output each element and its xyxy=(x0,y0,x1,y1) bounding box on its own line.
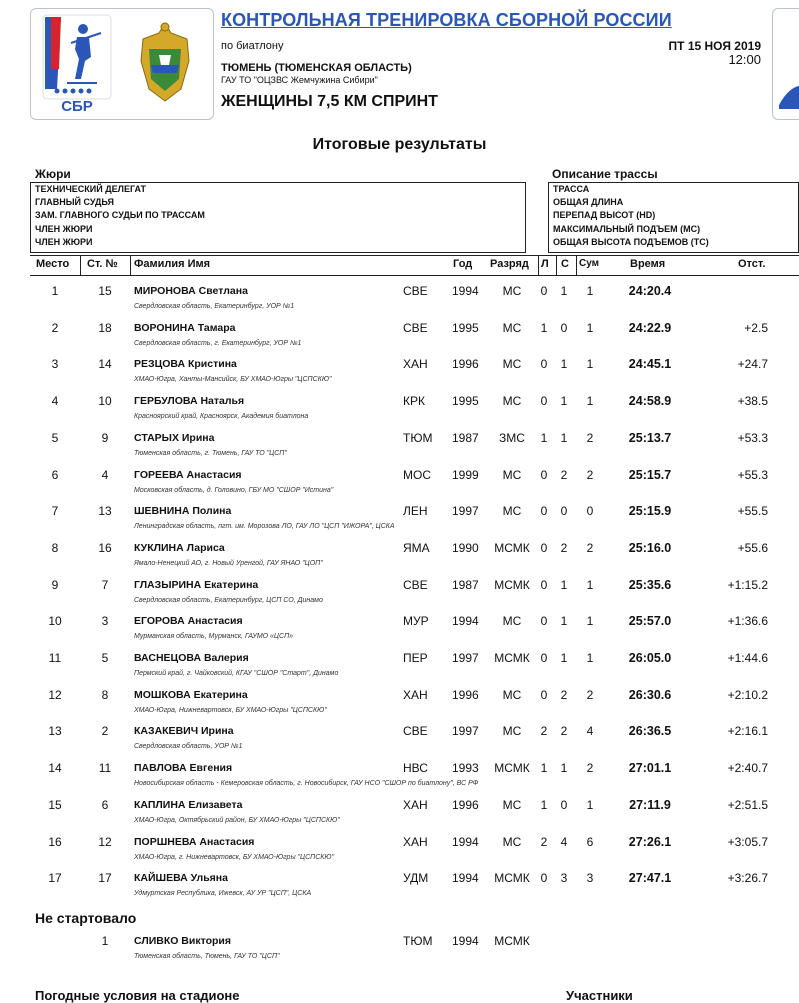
jury-line: ЧЛЕН ЖЮРИ xyxy=(35,236,93,247)
diff-cell: +3:26.7 xyxy=(727,871,768,886)
rank-cell: МС xyxy=(502,320,522,335)
year-cell: 1993 xyxy=(452,761,479,776)
athlete-club: Свердловская область, г. Екатеринбург, УОР №1 xyxy=(134,339,302,347)
time-cell: 27:47.1 xyxy=(628,871,672,886)
place-cell: 9 xyxy=(51,577,59,592)
col-diff: Отст. xyxy=(738,258,766,270)
course-line: ТРАССА xyxy=(553,184,590,194)
bib-cell: 10 xyxy=(98,394,112,409)
year-cell: 1996 xyxy=(452,687,479,702)
place-cell: 2 xyxy=(51,320,59,335)
time-cell: 24:20.4 xyxy=(628,284,672,298)
federation-logo-box xyxy=(30,8,214,120)
jury-line: ЧЛЕН ЖЮРИ xyxy=(35,223,93,234)
time-cell: 26:30.6 xyxy=(628,687,672,702)
diff-cell: +55.3 xyxy=(737,467,768,482)
svg-text:СБР: СБР xyxy=(61,98,93,115)
athlete-name: СЛИВКО Виктория xyxy=(134,935,232,947)
region-cell: КРК xyxy=(403,394,425,409)
standing-cell: 2 xyxy=(560,687,568,702)
time-cell: 25:13.7 xyxy=(628,430,672,445)
region-cell: ПЕР xyxy=(403,651,428,665)
sum-cell: 1 xyxy=(586,614,594,629)
bib-cell: 9 xyxy=(101,430,109,445)
col-place: Место xyxy=(36,258,70,270)
bib-cell: 18 xyxy=(98,320,112,335)
time-cell: 27:11.9 xyxy=(629,797,671,812)
athlete-club: Московская область, д. Головино, ГБУ МО "СШОР "Истина" xyxy=(134,486,334,494)
prone-cell: 0 xyxy=(540,394,548,409)
rank-cell: МС xyxy=(502,614,522,629)
col-divider xyxy=(556,255,557,275)
table-row xyxy=(0,578,799,612)
athlete-name: ГЕРБУЛОВА Наталья xyxy=(134,395,245,408)
location: ТЮМЕНЬ (ТЮМЕНСКАЯ ОБЛАСТЬ) xyxy=(221,62,412,74)
year-cell: 1997 xyxy=(452,651,479,665)
year-cell: 1994 xyxy=(452,614,479,629)
prone-cell: 0 xyxy=(540,871,548,886)
col-standing: С xyxy=(561,258,569,270)
weather-title: Погодные условия на стадионе xyxy=(35,988,240,1003)
jury-box xyxy=(30,182,526,253)
standing-cell: 0 xyxy=(560,504,568,519)
bib-cell: 6 xyxy=(101,797,109,812)
bib-cell: 13 xyxy=(98,504,112,519)
place-cell: 17 xyxy=(48,871,62,886)
rank-cell: МС xyxy=(502,687,522,702)
region-cell: ЯМА xyxy=(403,540,430,555)
place-cell: 4 xyxy=(51,394,59,409)
time-cell: 25:15.7 xyxy=(628,467,672,482)
place-cell: 14 xyxy=(48,761,62,776)
athlete-name: КУКЛИНА Лариса xyxy=(134,541,225,554)
table-row xyxy=(0,284,799,318)
col-divider xyxy=(576,255,577,275)
diff-cell: +55.6 xyxy=(737,540,768,555)
diff-cell: +55.5 xyxy=(737,504,768,519)
region-cell: СВЕ xyxy=(403,320,428,335)
athlete-club: Мурманская область, Мурманск, ГАУМО «ЦСП» xyxy=(134,633,294,641)
sum-cell: 4 xyxy=(586,724,594,739)
table-row xyxy=(0,468,799,502)
race-title: ЖЕНЩИНЫ 7,5 КМ СПРИНТ xyxy=(221,93,438,110)
prone-cell: 2 xyxy=(540,834,548,849)
year-cell: 1996 xyxy=(452,797,479,812)
prone-cell: 0 xyxy=(540,467,548,482)
course-line: ПЕРЕПАД ВЫСОТ (HD) xyxy=(553,210,656,221)
place-cell: 15 xyxy=(48,797,62,812)
table-row xyxy=(0,431,799,465)
time-cell: 25:15.9 xyxy=(628,504,672,519)
jury-line: ГЛАВНЫЙ СУДЬЯ xyxy=(35,197,115,208)
athlete-club: Тюменская область, г. Тюмень, ГАУ ТО "ЦСП" xyxy=(134,449,287,457)
bib-cell: 14 xyxy=(98,357,112,372)
place-cell: 10 xyxy=(48,614,62,629)
table-row xyxy=(0,614,799,648)
athlete-club: Ямало-Ненецкий АО, г. Новый Уренгой, ГАУ ЯНАО "ЦОП" xyxy=(134,559,323,567)
course-box xyxy=(548,182,799,253)
table-row xyxy=(0,651,799,685)
sum-cell: 2 xyxy=(586,540,594,555)
time-cell: 27:01.1 xyxy=(628,761,672,776)
athlete-name: КАЗАКЕВИЧ Ирина xyxy=(134,725,234,738)
year-cell: 1994 xyxy=(452,871,479,886)
bib-cell: 11 xyxy=(98,761,112,776)
athlete-club: Ленинградская область, пгт. им. Морозова ЛО, ГАУ ЛО "ЦСП "ИЖОРА", ЦСКА xyxy=(134,523,395,531)
region-cell: ЛЕН xyxy=(403,504,428,519)
athlete-name: КАПЛИНА Елизавета xyxy=(134,798,243,811)
time-cell: 25:57.0 xyxy=(628,614,672,629)
athlete-name: ГОРЕЕВА Анастасия xyxy=(134,468,242,481)
prone-cell: 1 xyxy=(540,430,548,445)
col-divider xyxy=(80,255,81,275)
prone-cell: 0 xyxy=(540,651,548,665)
diff-cell: +2.5 xyxy=(744,320,768,335)
sum-cell: 1 xyxy=(586,357,594,372)
bib-cell: 2 xyxy=(101,724,109,739)
sbr-logo-icon xyxy=(31,9,213,119)
sum-cell: 1 xyxy=(586,797,594,812)
athlete-name: КАЙШЕВА Ульяна xyxy=(134,872,228,885)
standing-cell: 1 xyxy=(560,357,568,372)
year-cell: 1996 xyxy=(452,357,479,372)
rank-cell: МС xyxy=(502,357,522,372)
region-cell: ХАН xyxy=(403,834,428,849)
sum-cell: 0 xyxy=(586,504,594,519)
partner-logo-icon xyxy=(773,9,799,119)
region-cell: ХАН xyxy=(403,797,428,812)
diff-cell: +1:36.6 xyxy=(727,614,768,629)
col-sum: Сум xyxy=(579,258,600,269)
rank-cell: МС xyxy=(502,504,522,519)
athlete-club: ХМАО-Югра, Ханты-Мансийск, БУ ХМАО-Югры "ЦСПСКЮ" xyxy=(134,376,332,384)
place-cell: 3 xyxy=(51,357,59,372)
rank-cell: МС xyxy=(502,834,522,849)
diff-cell: +1:15.2 xyxy=(727,577,768,592)
rank-cell: МС xyxy=(502,724,522,739)
bib-cell: 16 xyxy=(98,540,112,555)
prone-cell: 0 xyxy=(540,357,548,372)
diff-cell: +24.7 xyxy=(737,357,768,372)
rank-cell: МСМК xyxy=(494,577,530,592)
table-row xyxy=(0,394,799,428)
bib-cell: 1 xyxy=(101,934,109,948)
table-row xyxy=(0,357,799,391)
standing-cell: 2 xyxy=(560,724,568,739)
athlete-name: ЕГОРОВА Анастасия xyxy=(134,615,243,628)
rank-cell: МСМК xyxy=(494,651,530,665)
diff-cell: +3:05.7 xyxy=(727,834,768,849)
col-year: Год xyxy=(453,258,473,270)
prone-cell: 0 xyxy=(540,614,548,629)
course-title: Описание трассы xyxy=(552,167,658,181)
course-line: МАКСИМАЛЬНЫЙ ПОДЪЕМ (МС) xyxy=(553,223,701,234)
col-time: Время xyxy=(630,258,666,270)
time-cell: 27:26.1 xyxy=(628,834,672,849)
diff-cell: +2:10.2 xyxy=(727,687,768,702)
sum-cell: 2 xyxy=(586,467,594,482)
athlete-club: Свердловская область, УОР №1 xyxy=(134,743,243,751)
year-cell: 1997 xyxy=(452,504,479,519)
place-cell: 1 xyxy=(51,284,59,298)
dns-title: Не стартовало xyxy=(35,910,137,926)
diff-cell: +2:51.5 xyxy=(727,797,768,812)
athlete-name: ВОРОНИНА Тамара xyxy=(134,321,236,334)
sum-cell: 2 xyxy=(586,687,594,702)
time-cell: 25:16.0 xyxy=(628,540,672,555)
col-name: Фамилия Имя xyxy=(134,258,211,270)
sum-cell: 1 xyxy=(586,284,594,298)
participants-title: Участники xyxy=(566,988,633,1003)
standing-cell: 1 xyxy=(560,430,568,445)
region-cell: ХАН xyxy=(403,357,428,372)
time-cell: 26:36.5 xyxy=(628,724,672,739)
prone-cell: 0 xyxy=(540,540,548,555)
subtitle: по биатлону xyxy=(221,40,284,52)
time-cell: 24:45.1 xyxy=(628,357,672,372)
athlete-club: Свердловская область, Екатеринбург, УОР №1 xyxy=(134,303,295,310)
prone-cell: 1 xyxy=(540,761,548,776)
region-cell: НВС xyxy=(403,761,428,776)
tyumen-coat-of-arms-icon xyxy=(141,23,189,101)
diff-cell: +38.5 xyxy=(737,394,768,409)
year-cell: 1995 xyxy=(452,320,479,335)
place-cell: 16 xyxy=(48,834,62,849)
region-cell: МУР xyxy=(403,614,429,629)
results-title: Итоговые результаты xyxy=(312,136,487,153)
place-cell: 6 xyxy=(51,467,59,482)
region-cell: СВЕ xyxy=(403,284,428,298)
table-row xyxy=(0,835,799,869)
standing-cell: 2 xyxy=(560,540,568,555)
year-cell: 1994 xyxy=(452,934,479,948)
standing-cell: 1 xyxy=(560,614,568,629)
athlete-name: ВАСНЕЦОВА Валерия xyxy=(134,652,249,664)
col-divider xyxy=(538,255,539,275)
region-cell: СВЕ xyxy=(403,577,428,592)
table-header-rule xyxy=(30,275,799,276)
athlete-club: Красноярский край, Красноярск, Академия биатлона xyxy=(134,413,309,421)
prone-cell: 0 xyxy=(540,504,548,519)
place-cell: 8 xyxy=(51,540,59,555)
rank-cell: ЗМС xyxy=(499,430,525,445)
prone-cell: 1 xyxy=(540,797,548,812)
prone-cell: 0 xyxy=(540,577,548,592)
time-cell: 24:22.9 xyxy=(628,320,672,335)
table-row xyxy=(0,504,799,538)
time-cell: 26:05.0 xyxy=(628,651,672,665)
place-cell: 7 xyxy=(51,504,59,519)
sum-cell: 1 xyxy=(586,577,594,592)
year-cell: 1987 xyxy=(452,430,479,445)
table-row xyxy=(0,871,799,905)
athlete-club: Новосибирская область - Кемеровская область, г. Новосибирск, ГАУ НСО "СШОР по биатлону", ВС РФ xyxy=(134,780,479,788)
table-row xyxy=(0,798,799,832)
rank-cell: МС xyxy=(502,797,522,812)
standing-cell: 3 xyxy=(560,871,568,886)
athlete-club: ХМАО-Югра, Октябрьский район, БУ ХМАО-Югры "ЦСПСКЮ" xyxy=(134,816,340,824)
standing-cell: 1 xyxy=(560,651,568,665)
partner-logo-box xyxy=(772,8,799,120)
bib-cell: 12 xyxy=(98,834,112,849)
table-row xyxy=(0,541,799,575)
standing-cell: 4 xyxy=(560,834,568,849)
region-cell: УДМ xyxy=(403,871,429,886)
year-cell: 1995 xyxy=(452,394,479,409)
prone-cell: 0 xyxy=(540,284,548,298)
sum-cell: 2 xyxy=(586,761,594,776)
col-bib: Ст. № xyxy=(87,258,118,270)
course-line: ОБЩАЯ ДЛИНА xyxy=(553,197,624,208)
table-row xyxy=(0,724,799,758)
bib-cell: 4 xyxy=(101,467,109,482)
diff-cell: +2:16.1 xyxy=(727,724,768,739)
diff-cell: +53.3 xyxy=(737,430,768,445)
rank-cell: МСМК xyxy=(494,934,530,948)
athlete-name: СТАРЫХ Ирина xyxy=(134,431,215,444)
bib-cell: 17 xyxy=(98,871,112,886)
athlete-name: МИРОНОВА Светлана xyxy=(134,285,248,297)
athlete-name: ПАВЛОВА Евгения xyxy=(134,762,233,775)
jury-line: ТЕХНИЧЕСКИЙ ДЕЛЕГАТ xyxy=(35,184,147,194)
year-cell: 1987 xyxy=(452,577,479,592)
sum-cell: 3 xyxy=(586,871,594,886)
place-cell: 11 xyxy=(48,651,62,665)
athlete-club: Пермский край, г. Чайковский, КГАУ "СШОР "Старт", Динамо xyxy=(134,670,339,677)
prone-cell: 0 xyxy=(540,687,548,702)
athlete-club: Удмуртская Республика, Ижевск, АУ УР "ЦСП", ЦСКА xyxy=(134,890,312,898)
region-cell: ТЮМ xyxy=(403,430,433,445)
dns-row xyxy=(0,934,799,968)
jury-line: ЗАМ. ГЛАВНОГО СУДЬИ ПО ТРАССАМ xyxy=(35,210,205,221)
rank-cell: МС xyxy=(502,394,522,409)
prone-cell: 2 xyxy=(540,724,548,739)
athlete-name: МОШКОВА Екатерина xyxy=(134,688,248,701)
rank-cell: МС xyxy=(502,467,522,482)
standing-cell: 1 xyxy=(560,577,568,592)
year-cell: 1999 xyxy=(452,467,479,482)
bib-cell: 8 xyxy=(101,687,109,702)
year-cell: 1997 xyxy=(452,724,479,739)
athlete-club: ХМАО-Югра, г. Нижневартовск, БУ ХМАО-Югры "ЦСПСКЮ" xyxy=(134,853,335,861)
bib-cell: 3 xyxy=(101,614,109,629)
region-cell: МОС xyxy=(403,467,431,482)
sum-cell: 1 xyxy=(586,320,594,335)
organizer: ГАУ ТО "ОЦЗВС Жемчужина Сибири" xyxy=(221,75,378,85)
diff-cell: +2:40.7 xyxy=(727,761,768,776)
place-cell: 5 xyxy=(51,430,59,445)
region-cell: СВЕ xyxy=(403,724,428,739)
table-row xyxy=(0,688,799,722)
bib-cell: 7 xyxy=(101,577,109,592)
rank-cell: МСМК xyxy=(494,540,530,555)
race-time: 12:00 xyxy=(728,52,761,67)
diff-cell: +1:44.6 xyxy=(727,651,768,665)
sum-cell: 2 xyxy=(586,430,594,445)
athlete-name: ШЕВНИНА Полина xyxy=(134,505,232,518)
place-cell: 12 xyxy=(48,687,62,702)
region-cell: ТЮМ xyxy=(403,934,433,948)
sum-cell: 1 xyxy=(586,394,594,409)
athlete-club: Свердловская область, Екатеринбург, ЦСП СО, Динамо xyxy=(134,596,323,604)
table-row xyxy=(0,761,799,795)
year-cell: 1994 xyxy=(452,284,479,298)
time-cell: 25:35.6 xyxy=(628,577,672,592)
bib-cell: 5 xyxy=(101,651,109,665)
col-divider xyxy=(130,255,131,275)
athlete-name: ПОРШНЕВА Анастасия xyxy=(134,835,255,848)
athlete-name: ГЛАЗЫРИНА Екатерина xyxy=(134,578,259,591)
standing-cell: 1 xyxy=(560,761,568,776)
race-date: ПТ 15 НОЯ 2019 xyxy=(668,39,761,53)
standing-cell: 0 xyxy=(560,320,568,335)
sum-cell: 6 xyxy=(586,834,594,849)
col-rank: Разряд xyxy=(490,258,529,270)
athlete-club: ХМАО-Югра, Нижневартовск, БУ ХМАО-Югры "ЦСПСКЮ" xyxy=(134,706,327,714)
table-top-rule xyxy=(30,255,799,256)
course-line: ОБЩАЯ ВЫСОТА ПОДЪЕМОВ (ТС) xyxy=(553,236,709,247)
standing-cell: 2 xyxy=(560,467,568,482)
standing-cell: 0 xyxy=(560,797,568,812)
table-row xyxy=(0,321,799,355)
athlete-club: Тюменская область, Тюмень, ГАУ ТО "ЦСП" xyxy=(134,953,280,960)
athlete-name: РЕЗЦОВА Кристина xyxy=(134,358,237,371)
time-cell: 24:58.9 xyxy=(628,394,672,409)
year-cell: 1990 xyxy=(452,540,479,555)
jury-title: Жюри xyxy=(35,167,71,181)
region-cell: ХАН xyxy=(403,687,428,702)
year-cell: 1994 xyxy=(452,834,479,849)
rank-cell: МСМК xyxy=(494,871,530,886)
col-prone: Л xyxy=(541,258,549,270)
page-title: КОНТРОЛЬНАЯ ТРЕНИРОВКА СБОРНОЙ РОССИИ xyxy=(221,10,672,30)
standing-cell: 1 xyxy=(560,284,568,298)
place-cell: 13 xyxy=(48,724,62,739)
rank-cell: МСМК xyxy=(494,761,530,776)
rank-cell: МС xyxy=(502,284,522,298)
standing-cell: 1 xyxy=(560,394,568,409)
sum-cell: 1 xyxy=(586,651,594,665)
prone-cell: 1 xyxy=(540,320,548,335)
bib-cell: 15 xyxy=(98,284,112,298)
